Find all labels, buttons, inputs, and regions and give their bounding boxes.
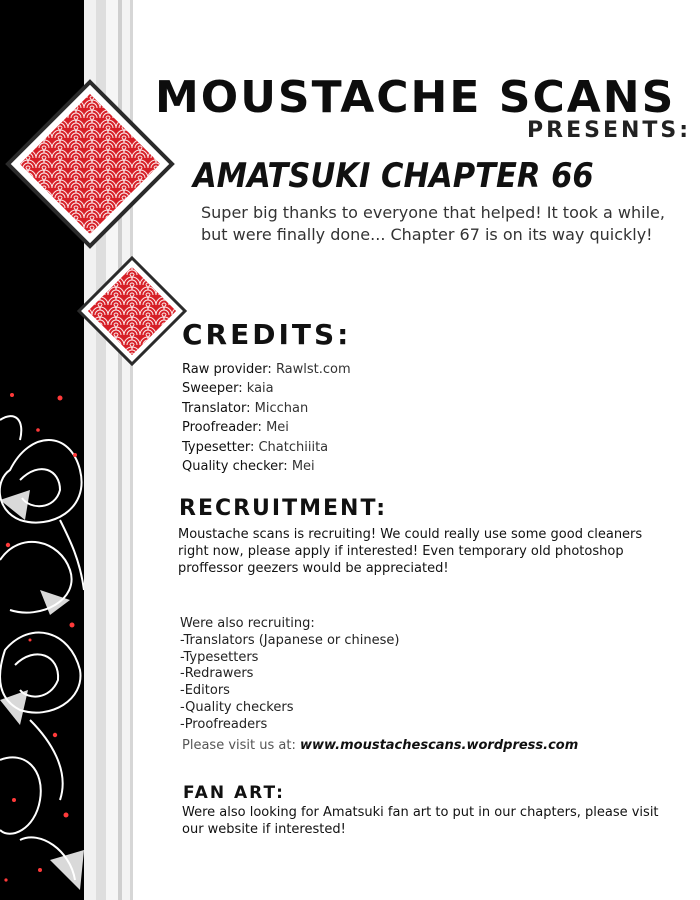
- presents-label: PRESENTS:: [527, 118, 692, 143]
- group-name-title: MOUSTACHE SCANS: [155, 72, 676, 123]
- credit-row: [182, 457, 351, 476]
- visit-line: [182, 738, 578, 753]
- seigaiha-diamond-large: [4, 78, 176, 250]
- fan-art-heading: FAN ART:: [183, 783, 285, 803]
- credit-row: [182, 438, 351, 457]
- recruitment-heading: RECRUITMENT:: [179, 496, 388, 521]
- credit-role: Proofreader:: [182, 420, 262, 436]
- credit-name: Chatchiiita: [258, 439, 329, 455]
- recruitment-positions: [180, 616, 399, 734]
- credit-role: Typesetter:: [182, 439, 255, 455]
- seigaiha-diamond-small: [76, 255, 188, 367]
- credit-role: Raw provider:: [182, 362, 272, 377]
- credit-row: [182, 399, 351, 418]
- position-item: -Proofreaders: [180, 716, 268, 732]
- credit-name: Micchan: [254, 400, 309, 416]
- position-item: -Editors: [180, 683, 230, 699]
- position-item: -Translators (Japanese or chinese): [180, 632, 400, 648]
- website-link[interactable]: www.moustachescans.wordpress.com: [299, 738, 579, 753]
- positions-intro: Were also recruiting:: [180, 616, 315, 631]
- recruitment-text: Moustache scans is recruiting! We could really use some good cleaners right now, please apply if interested! Even temporary old photoshop proffessor geezers would be appreciated!: [178, 527, 643, 576]
- visit-label: Please visit us at:: [182, 738, 296, 753]
- credit-role: Translator:: [182, 400, 251, 416]
- fan-art-text: Were also looking for Amatsuki fan art to put in our chapters, please visit our website if interested!: [182, 805, 659, 837]
- chapter-title: AMATSUKI CHAPTER 66: [193, 156, 594, 196]
- credit-name: Mei: [291, 459, 315, 475]
- position-item: -Redrawers: [180, 666, 254, 682]
- position-item: -Typesetters: [180, 649, 259, 665]
- credit-name: Mei: [266, 420, 289, 436]
- credit-row: [182, 379, 351, 398]
- credit-name: Rawlst.com: [275, 362, 351, 377]
- intro-message: Super big thanks to everyone that helped! It took a while, but were finally done... Chapter 67 is on its way quickly!: [201, 203, 665, 244]
- position-item: -Quality checkers: [180, 699, 294, 715]
- credit-row: [182, 360, 351, 379]
- credits-list: [182, 360, 351, 476]
- credit-role: Quality checker:: [182, 459, 288, 475]
- credit-row: [182, 418, 351, 437]
- credits-heading: CREDITS:: [182, 318, 352, 351]
- credit-name: kaia: [246, 381, 274, 397]
- credit-role: Sweeper:: [182, 381, 243, 397]
